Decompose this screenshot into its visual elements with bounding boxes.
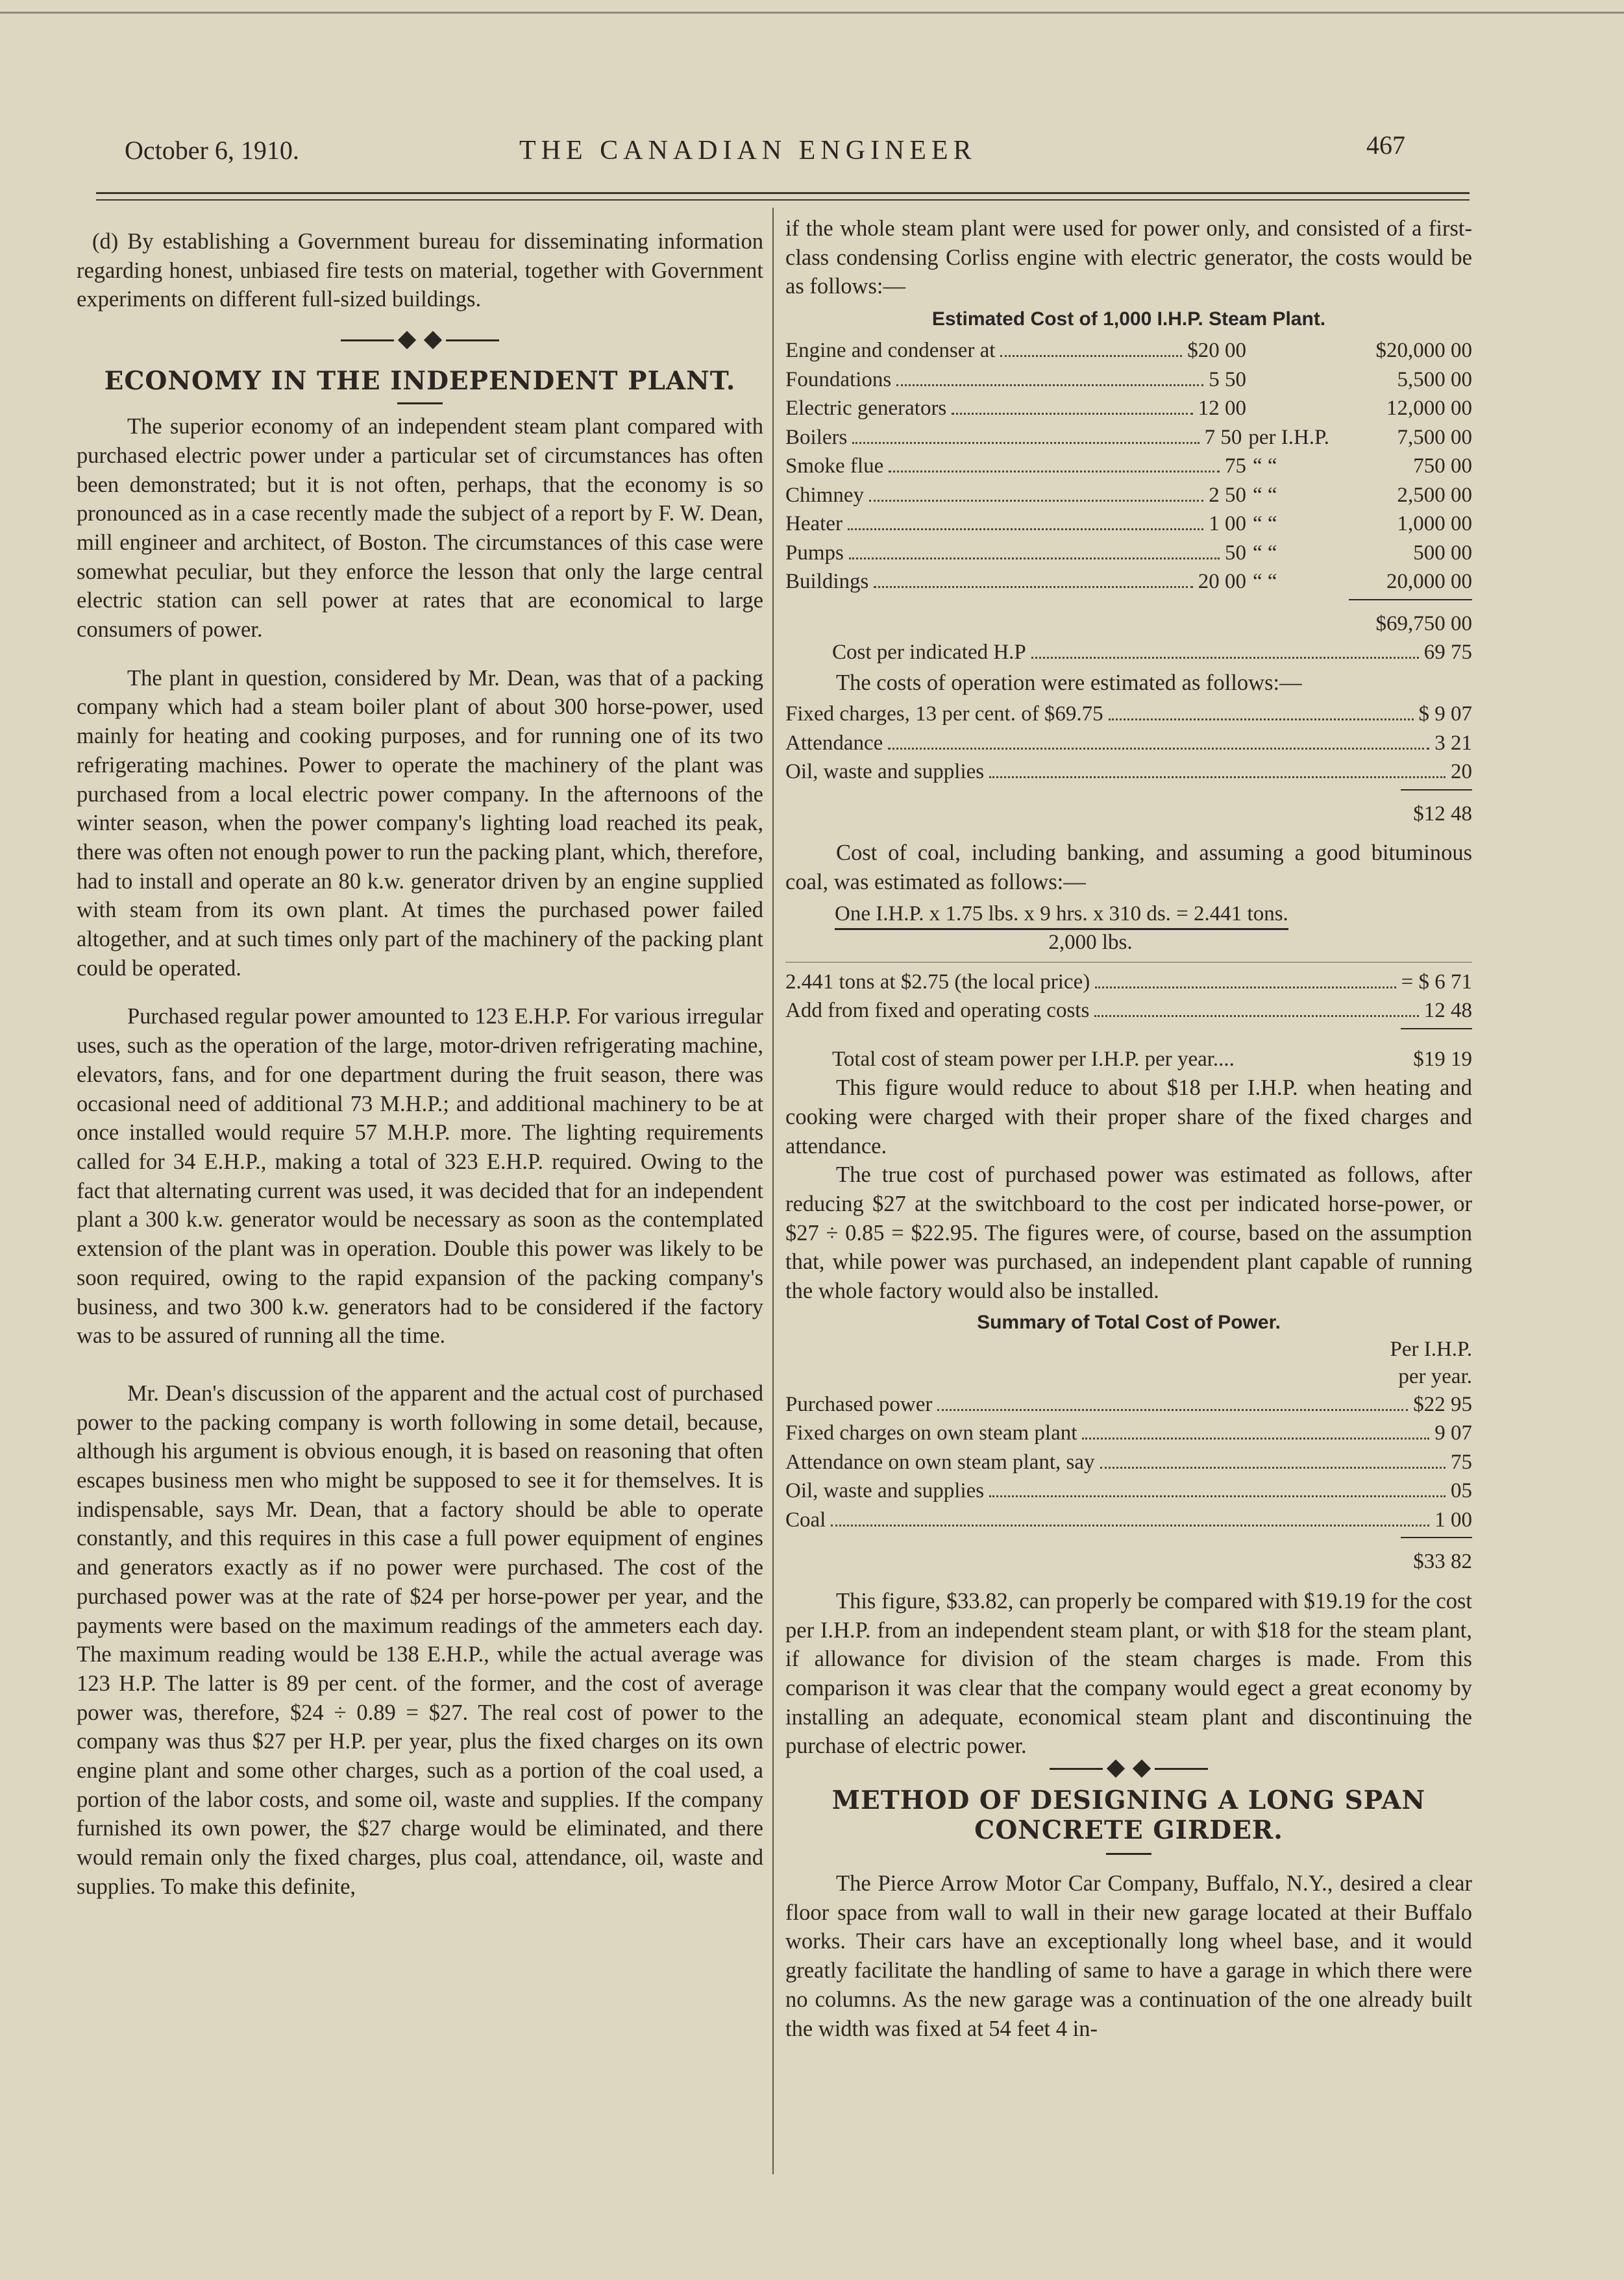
summary-total: $33 82 (1413, 1550, 1472, 1574)
operation-row: Oil, waste and supplies 20 (785, 760, 1472, 784)
header-rule-top (96, 192, 1470, 194)
cost-table (785, 336, 1472, 667)
column-divider (772, 208, 774, 2174)
article-title: ECONOMY IN THE INDEPENDENT PLANT. (104, 366, 736, 397)
cost-grand-total: $69,750 00 (1375, 611, 1472, 635)
operation-row: Attendance 3 21 (785, 731, 1472, 755)
title-rule (1106, 1853, 1151, 1855)
coal-table (785, 968, 1472, 1029)
closing-paragraph: This figure, $33.82, can properly be compared with $19.19 for the cost per I.H.P. from an independent steam plant, or with $18 for the steam plant, if allowance for division of the steam charges is made. From this comparison it was clear that the company would egect a great economy by installing an adequate, economical steam plant and discontinuing the purchase of electric power. (785, 1588, 1472, 1759)
page-edge-rule (0, 12, 1624, 14)
intro-paragraph: (d) By establishing a Government bureau for disseminating information regarding honest, unbiased fire tests on material, together with Government experiments on different full-sized buildings. (77, 229, 763, 312)
body-paragraph: This figure would reduce to about $18 per I.H.P. when heating and cooking were charged with their proper share of the fixed charges and attendance. (785, 1075, 1472, 1158)
summary-row: Oil, waste and supplies 05 (785, 1479, 1472, 1503)
total-steam-cost-row: Total cost of steam power per I.H.P. per year.... $19 19 (832, 1047, 1472, 1071)
header-page-number: 467 (1366, 130, 1405, 160)
sum-rule (1349, 599, 1472, 600)
second-article-paragraph: The Pierce Arrow Motor Car Company, Buffalo, N.Y., desired a clear floor space from wall to wall in their new garage located at their Buffalo works. Their cars have an exceptionally long wheel base, and it would greatly facilitate the handling of same to have a garage in which there were no columns. As the new garage was a continuation of the one already built the width was fixed at 54 feet 4 in- (785, 1871, 1472, 2041)
body-paragraph: The superior economy of an independent steam plant compared with purchased electric power under a particular set of circumstances has often been demonstrated; but it is not often, perhaps, that the economy is so pronounced as in a case recently made the subject of a report by F. W. Dean, mill engineer and architect, of Boston. The circumstances of this case were somewhat peculiar, but they enforce the lesson that only the large central electric station can sell power at rates that are economical to large consumers of power. (77, 414, 763, 643)
header-date: October 6, 1910. (125, 136, 299, 165)
cost-per-ihp-row: Cost per indicated H.P 69 75 (832, 641, 1472, 665)
body-paragraph: The true cost of purchased power was estimated as follows, after reducing $27 at the switchboard to the cost per indicated horse-power, or $27 ÷ 0.85 = $22.95. The figures were, of course, based on the assumption that, while power was purchased, an independent plant capable of running the whole factory would also be installed. (785, 1162, 1472, 1304)
operation-intro: The costs of operation were estimated as follows:— (836, 670, 1302, 695)
cost-row: Electric generators 12 00 12,000 00 (785, 397, 1472, 421)
sum-rule (1401, 1537, 1472, 1538)
operation-total: $12 48 (1413, 802, 1472, 826)
right-column (785, 214, 1472, 2043)
summary-row: Purchased power $22 95 (785, 1392, 1472, 1416)
summary-header: Per I.H.P. (1390, 1337, 1472, 1361)
second-article-title: METHOD OF DESIGNING A LONG SPAN (831, 1785, 1426, 1816)
cost-row: Foundations 5 50 5,500 00 (785, 367, 1472, 391)
coal-paragraph: Cost of coal, including banking, and assuming a good bituminous coal, was estimated as follows:— (785, 840, 1472, 895)
summary-header: per year. (1398, 1364, 1472, 1388)
header-rule-bottom (96, 199, 1470, 201)
coal-row: 2.441 tons at $2.75 (the local price) = $ 6 71 (785, 970, 1472, 994)
body-paragraph: The plant in question, considered by Mr. Dean, was that of a packing company which had a steam boiler plant of about 300 horse-power, used mainly for heating and cooking purposes, and for running one of its two refrigerating machines. Power to operate the machinery of the plant was purchased from a local electric power company. In the afternoons of the winter season, when the power company's lighting load reached its peak, there was often not enough power to run the packing plant, which, therefore, had to install and operate an 80 k.w. generator driven by an engine supplied with steam from its own plant. At times the purchased power failed altogether, and at such times only part of the machinery of the packing plant could be operated. (77, 665, 763, 981)
cost-row: Boilers 7 50 per I.H.P. 7,500 00 (785, 425, 1472, 449)
cost-row: Pumps 50 “ “ 500 00 (785, 541, 1472, 565)
title-rule (397, 402, 443, 404)
summary-row: Fixed charges on own steam plant 9 07 (785, 1421, 1472, 1445)
summary-row: Coal 1 00 (785, 1508, 1472, 1532)
header-journal-title: THE CANADIAN ENGINEER (519, 136, 977, 165)
operation-table (785, 700, 1472, 828)
sum-rule (1401, 789, 1472, 791)
body-paragraph: Purchased regular power amounted to 123 E.H.P. For various irregular uses, such as the operation of the large, motor-driven refrigerating machine, elevators, fans, and for one department during the fruit season, there was occasional need of additional 73 M.H.P.; and additional machinery to be at once installed would require 57 M.H.P. more. The lighting requirements called for 34 E.H.P., making a total of 323 E.H.P. required. Owing to the fact that alternating current was used, it was decided that for an independent plant a 300 k.w. generator would be necessary as soon as the contemplated extension of the plant was in operation. Double this power was likely to be soon required, owing to the rapid expansion of the packing company's business, and two 300 k.w. generators had to be considered if the factory was to be assured of running all the time. (77, 1004, 763, 1349)
operation-row: Fixed charges, 13 per cent. of $69.75 $ 9 07 (785, 702, 1472, 726)
cost-table-title: Estimated Cost of 1,000 I.H.P. Steam Plant. (931, 308, 1326, 330)
body-paragraph: Mr. Dean's discussion of the apparent and the actual cost of purchased power to the packing company is worth following in some detail, because, although his argument is obvious enough, it is based on reasoning that often escapes business men who might be supposed to see it for themselves. It is indispensable, says Mr. Dean, that a factory should be able to operate constantly, and this requires in this case a full power equipment of engines and generators exactly as if no power were purchased. The cost of the purchased power was at the rate of $24 per horse-power per year, and the payments were based on the maximum readings of the ammeters each day. The maximum reading would be 138 E.H.P., while the actual average was 123 H.P. The latter is 89 per cent. of the former, and the cost of average power was, therefore, $24 ÷ 0.89 = $27. The real cost of power to the company was thus $27 per H.P. per year, plus the fixed charges on its own engine plant and some other charges, such as a portion of the coal used, a portion of the labor costs, and some oil, waste and supplies. If the company furnished its own power, the $27 charge would be eliminated, and there would remain only the fixed charges, plus coal, attendance, oil, waste and supplies. To make this definite, (77, 1380, 763, 1899)
second-article-title: CONCRETE GIRDER. (974, 1815, 1283, 1846)
cost-row: Heater 1 00 “ “ 1,000 00 (785, 512, 1472, 536)
summary-row: Attendance on own steam plant, say 75 (785, 1450, 1472, 1474)
cost-row: Engine and condenser at $20 00 $20,000 00 (785, 339, 1472, 363)
cost-row: Chimney 2 50 “ “ 2,500 00 (785, 483, 1472, 507)
section-ornament (785, 1762, 1472, 1775)
section-ornament (77, 334, 763, 347)
coal-formula-denominator: 2,000 lbs. (1048, 930, 1133, 954)
sum-rule (1401, 1028, 1472, 1029)
continued-paragraph: if the whole steam plant were used for power only, and consisted of a first-class condensing Corliss engine with electric generator, the costs would be as follows:— (785, 216, 1472, 299)
coal-formula-numerator: One I.H.P. x 1.75 lbs. x 9 hrs. x 310 ds. = 2.441 tons. (785, 900, 1472, 928)
left-column (77, 227, 763, 1902)
summary-table (785, 1336, 1472, 1576)
cost-row: Buildings 20 00 “ “ 20,000 00 (785, 570, 1472, 594)
summary-table-title: Summary of Total Cost of Power. (977, 1311, 1281, 1333)
cost-row: Smoke flue 75 “ “ 750 00 (785, 454, 1472, 478)
coal-row: Add from fixed and operating costs 12 48 (785, 999, 1472, 1023)
